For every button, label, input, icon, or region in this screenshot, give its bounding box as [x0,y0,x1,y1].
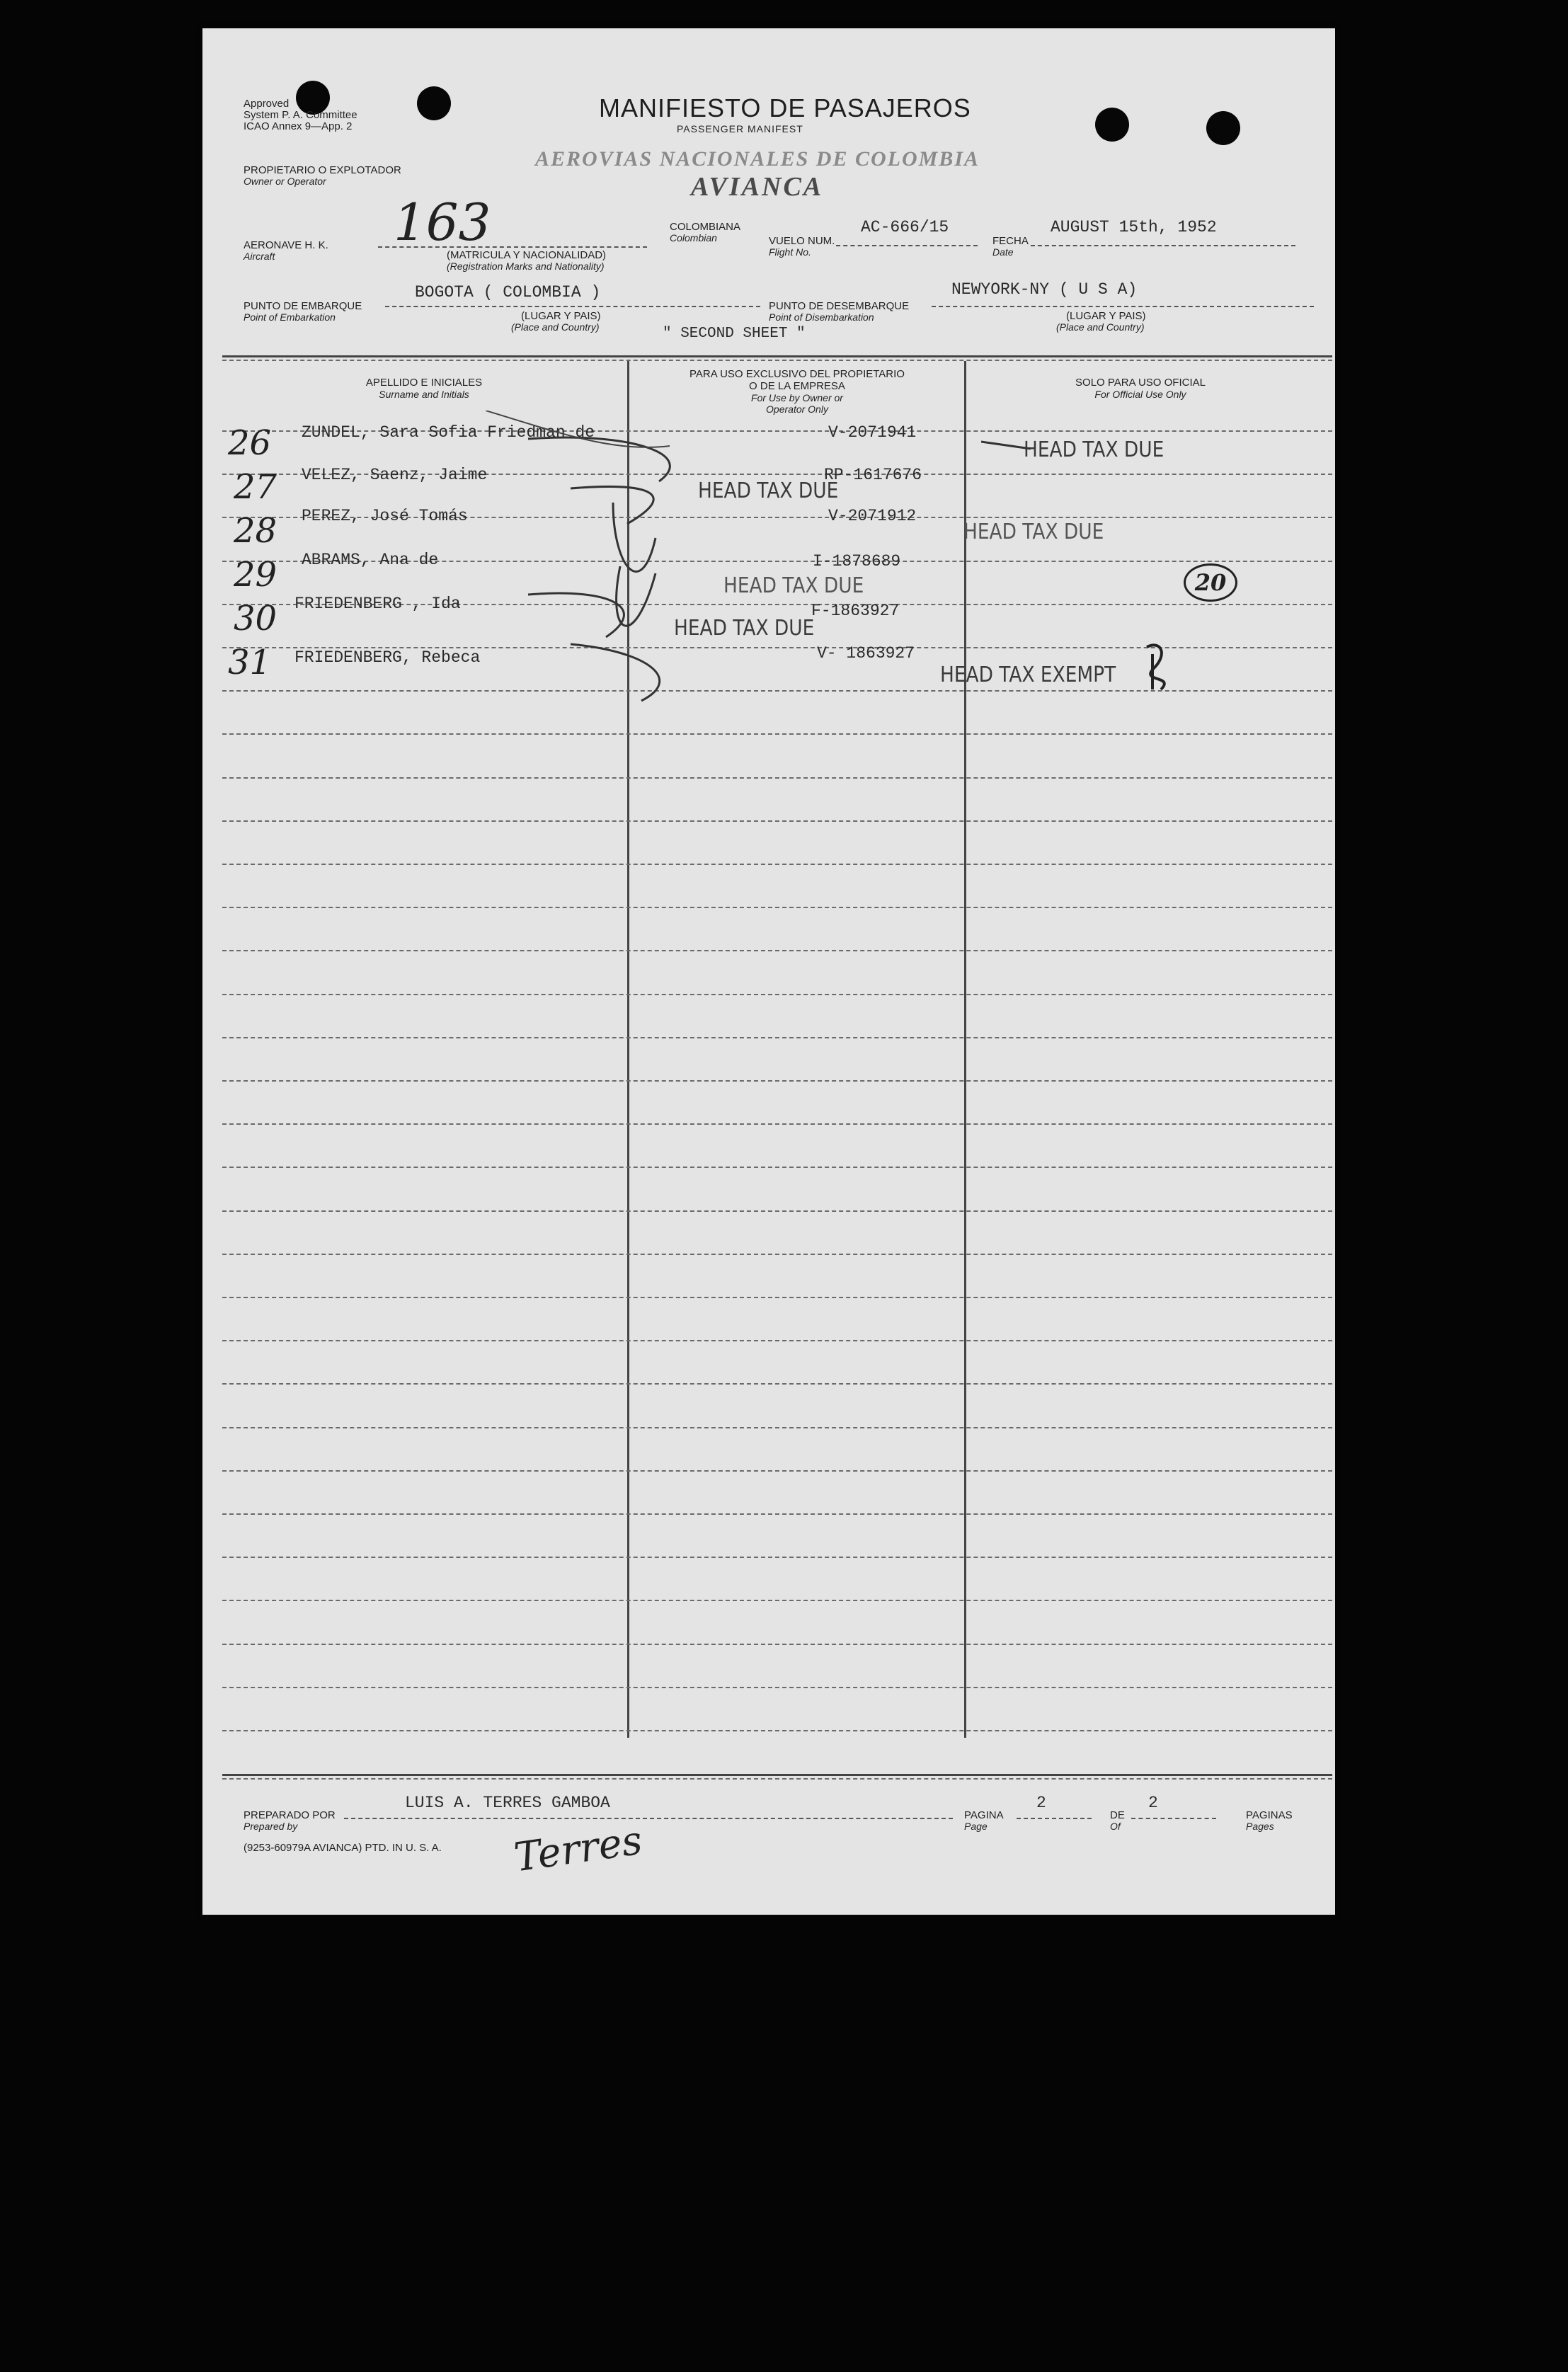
passenger-name: PEREZ, José Tomás [302,507,468,525]
passenger-document: I-1878689 [813,552,901,571]
registration-label-en: (Registration Marks and Nationality) [447,260,605,272]
operator-header-l2: O DE LA EMPRESA [749,380,845,392]
flight-underline [836,245,978,246]
passenger-number: 26 [228,423,272,463]
head-tax-due-stamp: HEAD TAX DUE [1024,437,1164,462]
pages-label-en: Pages [1246,1821,1274,1832]
table-row-line [222,950,1332,951]
operator-header-l1: PARA USO EXCLUSIVO DEL PROPIETARIO [689,368,905,380]
table-row-line [222,1037,1332,1038]
passenger-document: F-1863927 [811,602,900,620]
table-row-line [222,1600,1332,1601]
head-tax-due-stamp: HEAD TAX DUE [963,520,1104,544]
aircraft-label-en: Aircraft [244,251,275,262]
disembarkation-underline [932,306,1314,307]
approval-line-1: Approved [244,98,290,110]
disembarkation-sub-en: (Place and Country) [1056,321,1145,333]
passenger-name: VELEZ, Saenz, Jaime [302,466,488,484]
flight-label: VUELO NUM. [769,235,835,247]
disembarkation-label: PUNTO DE DESEMBARQUE [769,300,910,312]
passenger-number: 27 [234,467,277,507]
table-row-line [222,1210,1332,1212]
header-rule [222,355,1332,357]
circled-number [1184,563,1237,602]
head-tax-due-stamp: HEAD TAX DUE [698,479,839,503]
official-column-header [967,377,1314,400]
airline-short-name: AVIANCA [691,172,824,202]
embarkation-label-en: Point of Embarkation [244,311,336,323]
head-tax-due-stamp: HEAD TAX DUE [674,616,815,641]
page-underline [1017,1818,1092,1819]
passenger-name: FRIEDENBERG, Rebeca [294,648,481,667]
aircraft-number: 163 [394,193,491,252]
of-label-en: Of [1110,1821,1121,1832]
embarkation-sub-en: (Place and Country) [511,321,600,333]
manifest-sheet [202,28,1335,1915]
owner-label-en: Owner or Operator [244,176,326,187]
check-marks [486,411,910,715]
disembarkation-value: NEWYORK-NY ( U S A) [951,280,1138,299]
passenger-number: 30 [234,599,277,638]
embarkation-label: PUNTO DE EMBARQUE [244,300,362,312]
footer-rule [222,1774,1332,1776]
table-row-line [222,1730,1332,1731]
head-tax-exempt-stamp: HEAD TAX EXEMPT [940,663,1116,687]
punch-hole [1095,108,1129,142]
page-label: PAGINA [964,1809,1004,1821]
owner-label: PROPIETARIO O EXPLOTADOR [244,164,401,176]
embarkation-sub: (LUGAR Y PAIS) [521,310,601,322]
nationality-label: COLOMBIANA [670,221,741,233]
passenger-document: V- 1863927 [817,644,915,663]
table-row-line [222,820,1332,822]
aircraft-label: AERONAVE H. K. [244,239,328,251]
flight-date: AUGUST 15th, 1952 [1051,218,1217,236]
approval-line-3: ICAO Annex 9—App. 2 [244,120,353,132]
initials-mark [1133,640,1189,697]
punch-hole [1206,111,1240,145]
names-header-label: APELLIDO E INICIALES [365,377,483,389]
circled-number-text: 20 [1194,569,1227,596]
table-row-line [222,907,1332,908]
operator-header-en2: Operator Only [766,403,828,415]
pages-label: PAGINAS [1246,1809,1293,1821]
embarkation-underline [385,306,760,307]
manifest-subtitle: PASSENGER MANIFEST [677,123,803,134]
nationality-label-en: Colombian [670,232,717,243]
passenger-name: ABRAMS, Ana de [302,551,439,569]
of-label: DE [1110,1809,1125,1821]
date-underline [1031,245,1295,246]
prepared-label: PREPARADO POR [244,1809,336,1821]
prepared-label-en: Prepared by [244,1821,298,1832]
print-code: (9253-60979A AVIANCA) PTD. IN U. S. A. [244,1842,442,1854]
table-row-line [222,1513,1332,1515]
table-row-line [222,1644,1332,1645]
names-column-header [222,377,626,400]
table-row-line [222,1167,1332,1168]
flight-label-en: Flight No. [769,246,811,258]
manifest-title: MANIFIESTO DE PASAJEROS [599,93,971,122]
table-row-line [222,1340,1332,1341]
table-row-line [222,1427,1332,1428]
approval-line-2: System P. A. Committee [244,109,357,121]
total-pages: 2 [1148,1794,1158,1812]
disembarkation-label-en: Point of Disembarkation [769,311,874,323]
prepared-underline [344,1818,953,1819]
passenger-document: V-2071912 [828,507,917,525]
names-header-label-en: Surname and Initials [379,389,469,400]
table-row-line [222,864,1332,865]
table-row-line [222,733,1332,735]
stamp-stroke [981,439,1038,453]
table-row-line [222,1470,1332,1472]
disembarkation-sub: (LUGAR Y PAIS) [1066,310,1146,322]
page-label-en: Page [964,1821,988,1832]
page-number: 2 [1036,1794,1046,1812]
column-divider-2 [964,361,966,1738]
table-row-line [222,1687,1332,1688]
operator-column-header [631,368,963,415]
table-row-line [222,1383,1332,1385]
date-label: FECHA [992,235,1029,247]
footer-rule-2 [222,1778,1332,1780]
table-row-line [222,1254,1332,1255]
head-tax-due-stamp: HEAD TAX DUE [723,573,864,598]
operator-header-en1: For Use by Owner or [751,392,843,403]
table-row-line [222,1123,1332,1125]
official-header-label-en: For Official Use Only [1094,389,1186,400]
embarkation-value: BOGOTA ( COLOMBIA ) [415,283,601,302]
passenger-number: 28 [234,511,277,551]
passenger-name: FRIEDENBERG , Ida [294,595,461,613]
passenger-document: RP-1617676 [824,466,922,484]
passenger-name: ZUNDEL, Sara Sofia Friedman de [302,423,595,442]
flight-number: AC-666/15 [861,218,949,236]
passenger-number: 29 [234,555,277,595]
punch-hole [417,86,451,120]
header-rule-2 [222,360,1332,361]
table-row-line [222,1557,1332,1558]
passenger-document: V-2071941 [828,423,917,442]
pages-underline [1131,1818,1216,1819]
table-row-line [222,777,1332,779]
passenger-number: 31 [228,643,272,682]
table-row-line [222,1080,1332,1082]
prepared-by-value: LUIS A. TERRES GAMBOA [405,1794,610,1812]
airline-name: AEROVIAS NACIONALES DE COLOMBIA [535,147,980,171]
table-row-line [222,1297,1332,1298]
sheet-note: " SECOND SHEET " [663,326,806,342]
official-header-label: SOLO PARA USO OFICIAL [1075,377,1206,389]
table-row-line [222,994,1332,995]
preparer-signature: Terres [511,1817,646,1881]
date-label-en: Date [992,246,1014,258]
registration-label: (MATRICULA Y NACIONALIDAD) [447,249,607,261]
